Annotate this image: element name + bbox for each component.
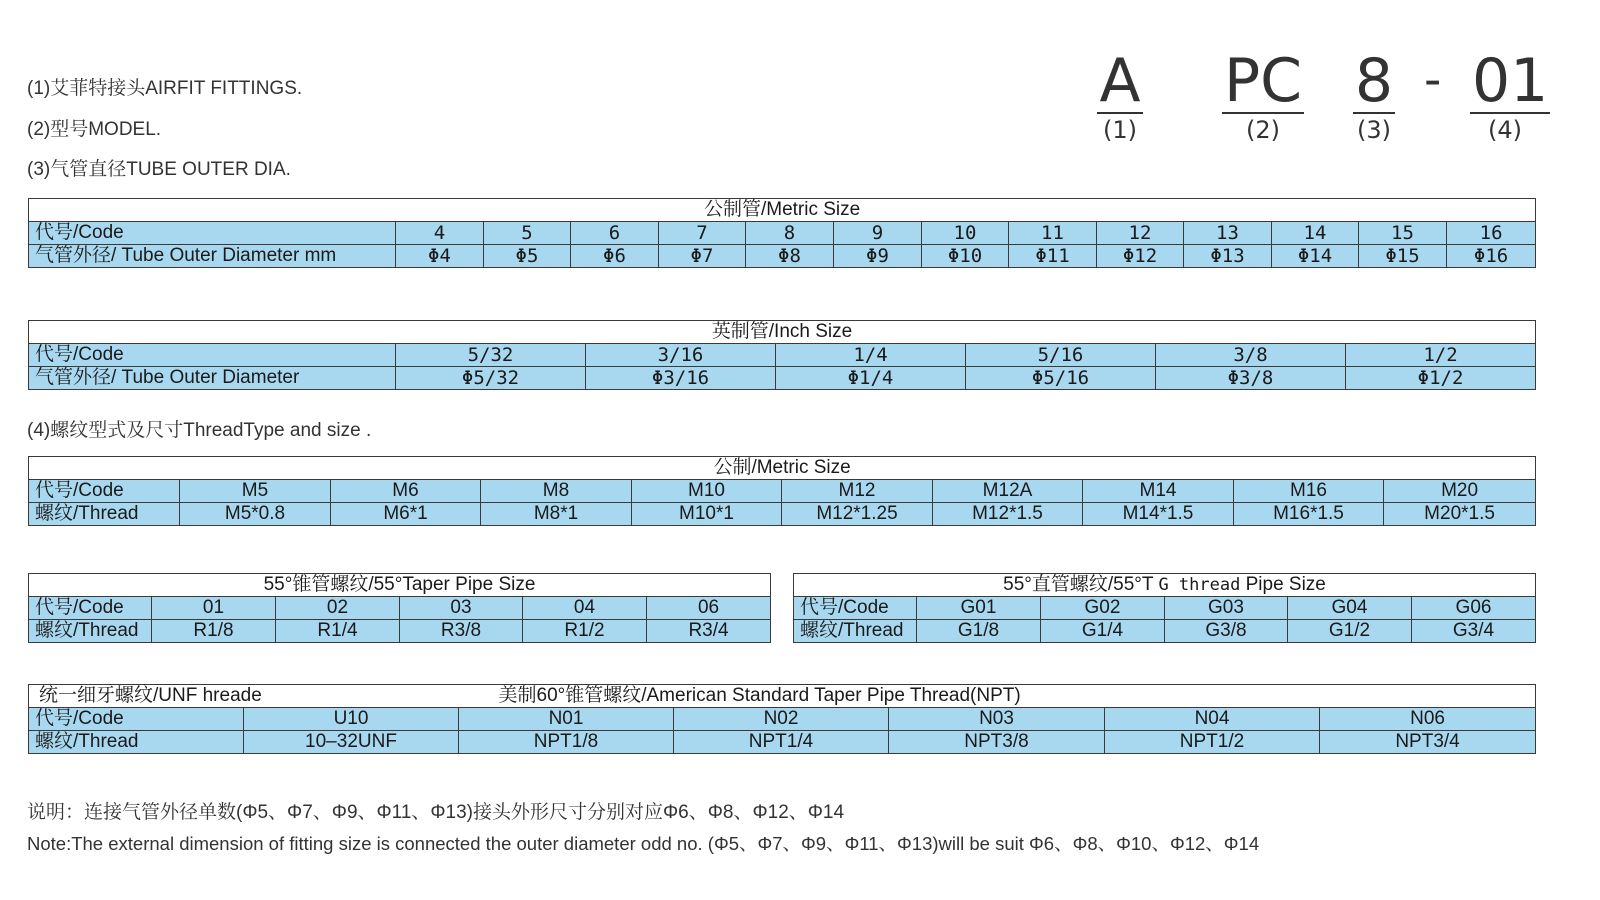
inch-tube-dia: Φ5/16 <box>966 367 1156 390</box>
metric-tube-code: 12 <box>1097 222 1184 245</box>
g-thread-code-label: 代号/Code <box>794 597 917 620</box>
metric-thread-table <box>28 456 1536 526</box>
g-thread-table <box>793 573 1536 643</box>
metric-tube-title: 公制管/Metric Size <box>29 199 1536 222</box>
metric-thread-value: M5*0.8 <box>180 503 331 526</box>
metric-tube-code: 11 <box>1009 222 1097 245</box>
g-thread-value: G1/8 <box>917 620 1041 643</box>
metric-thread-thread-label: 螺纹/Thread <box>29 503 180 526</box>
model-code-part-1-index: (1) <box>1103 116 1137 144</box>
g-thread-value: G1/4 <box>1041 620 1165 643</box>
metric-tube-table <box>28 198 1536 268</box>
model-code-part-2 <box>1218 46 1308 144</box>
metric-tube-code: 16 <box>1447 222 1536 245</box>
metric-tube-dia: Φ12 <box>1097 245 1184 268</box>
metric-tube-dia: Φ14 <box>1272 245 1359 268</box>
metric-tube-dia: Φ7 <box>659 245 746 268</box>
g-thread-code: G06 <box>1412 597 1536 620</box>
taper-thread-code: 06 <box>647 597 771 620</box>
metric-tube-code: 7 <box>659 222 746 245</box>
taper-thread-title: 55°锥管螺纹/55°Taper Pipe Size <box>29 574 771 597</box>
inch-tube-dia: Φ3/16 <box>586 367 776 390</box>
metric-tube-code: 14 <box>1272 222 1359 245</box>
metric-tube-code-label: 代号/Code <box>29 222 396 245</box>
model-code-part-4 <box>1470 46 1549 144</box>
inch-tube-dia: Φ3/8 <box>1156 367 1346 390</box>
metric-thread-value: M6*1 <box>331 503 481 526</box>
metric-thread-title: 公制/Metric Size <box>29 457 1536 480</box>
unf-npt-code: N03 <box>889 708 1105 731</box>
npt-title: 美制60°锥管螺纹/American Standard Taper Pipe Thread(NPT) <box>459 685 1536 708</box>
unf-npt-code: N01 <box>459 708 674 731</box>
unf-npt-value: 10–32UNF <box>244 731 459 754</box>
inch-tube-code: 1/4 <box>776 344 966 367</box>
unf-npt-thread-label: 螺纹/Thread <box>29 731 244 754</box>
metric-thread-code: M14 <box>1083 480 1234 503</box>
unf-npt-value: NPT1/8 <box>459 731 674 754</box>
taper-thread-value: R1/4 <box>276 620 400 643</box>
g-thread-value: G1/2 <box>1288 620 1412 643</box>
metric-tube-code: 13 <box>1184 222 1272 245</box>
inch-tube-code: 3/16 <box>586 344 776 367</box>
unf-npt-code: N06 <box>1320 708 1536 731</box>
metric-thread-value: M14*1.5 <box>1083 503 1234 526</box>
taper-thread-value: R1/8 <box>152 620 276 643</box>
metric-tube-code: 8 <box>746 222 834 245</box>
model-code-dash: - <box>1424 52 1442 108</box>
metric-thread-value: M8*1 <box>481 503 632 526</box>
inch-tube-title: 英制管/Inch Size <box>29 321 1536 344</box>
g-thread-title-b: G thread <box>1158 575 1241 595</box>
metric-tube-dia: Φ13 <box>1184 245 1272 268</box>
metric-thread-code: M10 <box>632 480 782 503</box>
unf-npt-code: U10 <box>244 708 459 731</box>
metric-thread-code: M20 <box>1384 480 1536 503</box>
unf-npt-code-label: 代号/Code <box>29 708 244 731</box>
model-code-part-1-value: A <box>1099 46 1141 116</box>
taper-thread-value: R1/2 <box>523 620 647 643</box>
unf-npt-code: N04 <box>1105 708 1320 731</box>
g-thread-title <box>794 574 1536 597</box>
taper-thread-code: 04 <box>523 597 647 620</box>
taper-thread-table <box>28 573 771 643</box>
unf-npt-table <box>28 684 1536 754</box>
metric-tube-dia: Φ5 <box>484 245 571 268</box>
metric-tube-dia: Φ11 <box>1009 245 1097 268</box>
model-code-part-3-index: (3) <box>1357 116 1391 144</box>
legend-line-1: (1)艾菲特接头AIRFIT FITTINGS. <box>27 78 303 99</box>
model-code-part-3-value: 8 <box>1354 46 1394 116</box>
metric-thread-code: M12 <box>782 480 933 503</box>
legend-line-2: (2)型号MODEL. <box>27 119 162 140</box>
inch-tube-dia: Φ1/2 <box>1346 367 1536 390</box>
metric-thread-code: M16 <box>1234 480 1384 503</box>
metric-thread-code: M5 <box>180 480 331 503</box>
g-thread-title-a: 55°直管螺纹/55°T <box>1003 574 1159 595</box>
metric-tube-dia-label: 气管外径/ Tube Outer Diameter mm <box>29 245 396 268</box>
g-thread-title-c: Pipe Size <box>1240 574 1326 595</box>
metric-tube-dia: Φ15 <box>1359 245 1447 268</box>
unf-npt-value: NPT3/8 <box>889 731 1105 754</box>
taper-thread-code-label: 代号/Code <box>29 597 152 620</box>
inch-tube-code-label: 代号/Code <box>29 344 396 367</box>
model-code-part-4-index: (4) <box>1488 116 1522 144</box>
inch-tube-table <box>28 320 1536 390</box>
metric-thread-value: M12*1.5 <box>933 503 1083 526</box>
metric-tube-dia: Φ6 <box>571 245 659 268</box>
g-thread-code: G04 <box>1288 597 1412 620</box>
metric-tube-code: 15 <box>1359 222 1447 245</box>
inch-tube-code: 5/16 <box>966 344 1156 367</box>
model-code-part-2-index: (2) <box>1246 116 1280 144</box>
metric-tube-code: 5 <box>484 222 571 245</box>
metric-tube-code: 9 <box>834 222 922 245</box>
legend-line-3: (3)气管直径TUBE OUTER DIA. <box>27 159 291 180</box>
g-thread-value: G3/8 <box>1165 620 1288 643</box>
inch-tube-code: 1/2 <box>1346 344 1536 367</box>
metric-tube-dia: Φ4 <box>396 245 484 268</box>
unf-npt-value: NPT1/4 <box>674 731 889 754</box>
legend-line-4: (4)螺纹型式及尺寸ThreadType and size . <box>27 420 372 441</box>
g-thread-code: G03 <box>1165 597 1288 620</box>
metric-thread-code: M6 <box>331 480 481 503</box>
model-code-part-2-value: PC <box>1223 46 1303 116</box>
metric-thread-code: M12A <box>933 480 1083 503</box>
metric-tube-dia: Φ16 <box>1447 245 1536 268</box>
note-english: Note:The external dimension of fitting size is connected the outer diameter odd no. (Φ5、Φ7、Φ9、Φ11、Φ13)will be suit Φ6、Φ8、Φ10、Φ12、Φ14 <box>27 833 1260 854</box>
metric-tube-code: 10 <box>922 222 1009 245</box>
metric-tube-dia: Φ9 <box>834 245 922 268</box>
taper-thread-code: 01 <box>152 597 276 620</box>
metric-thread-code-label: 代号/Code <box>29 480 180 503</box>
g-thread-value: G3/4 <box>1412 620 1536 643</box>
inch-tube-dia: Φ1/4 <box>776 367 966 390</box>
metric-thread-value: M20*1.5 <box>1384 503 1536 526</box>
model-code-part-3 <box>1349 46 1399 144</box>
model-code-part-4-value: 01 <box>1472 46 1549 116</box>
metric-thread-value: M16*1.5 <box>1234 503 1384 526</box>
unf-npt-code: N02 <box>674 708 889 731</box>
metric-thread-value: M12*1.25 <box>782 503 933 526</box>
metric-thread-code: M8 <box>481 480 632 503</box>
unf-npt-value: NPT3/4 <box>1320 731 1536 754</box>
inch-tube-dia-label: 气管外径/ Tube Outer Diameter <box>29 367 396 390</box>
metric-tube-code: 6 <box>571 222 659 245</box>
inch-tube-code: 5/32 <box>396 344 586 367</box>
g-thread-thread-label: 螺纹/Thread <box>794 620 917 643</box>
taper-thread-value: R3/8 <box>400 620 523 643</box>
taper-thread-thread-label: 螺纹/Thread <box>29 620 152 643</box>
metric-tube-dia: Φ8 <box>746 245 834 268</box>
metric-tube-dia: Φ10 <box>922 245 1009 268</box>
unf-npt-value: NPT1/2 <box>1105 731 1320 754</box>
taper-thread-code: 02 <box>276 597 400 620</box>
note-chinese: 说明：连接气管外径单数(Φ5、Φ7、Φ9、Φ11、Φ13)接头外形尺寸分别对应Φ6、Φ8、Φ12、Φ14 <box>27 802 845 823</box>
taper-thread-value: R3/4 <box>647 620 771 643</box>
metric-tube-code: 4 <box>396 222 484 245</box>
inch-tube-code: 3/8 <box>1156 344 1346 367</box>
metric-thread-value: M10*1 <box>632 503 782 526</box>
model-code-part-1 <box>1093 46 1147 144</box>
taper-thread-code: 03 <box>400 597 523 620</box>
inch-tube-dia: Φ5/32 <box>396 367 586 390</box>
g-thread-code: G01 <box>917 597 1041 620</box>
unf-title: 统一细牙螺纹/UNF hreade <box>29 685 459 708</box>
g-thread-code: G02 <box>1041 597 1165 620</box>
